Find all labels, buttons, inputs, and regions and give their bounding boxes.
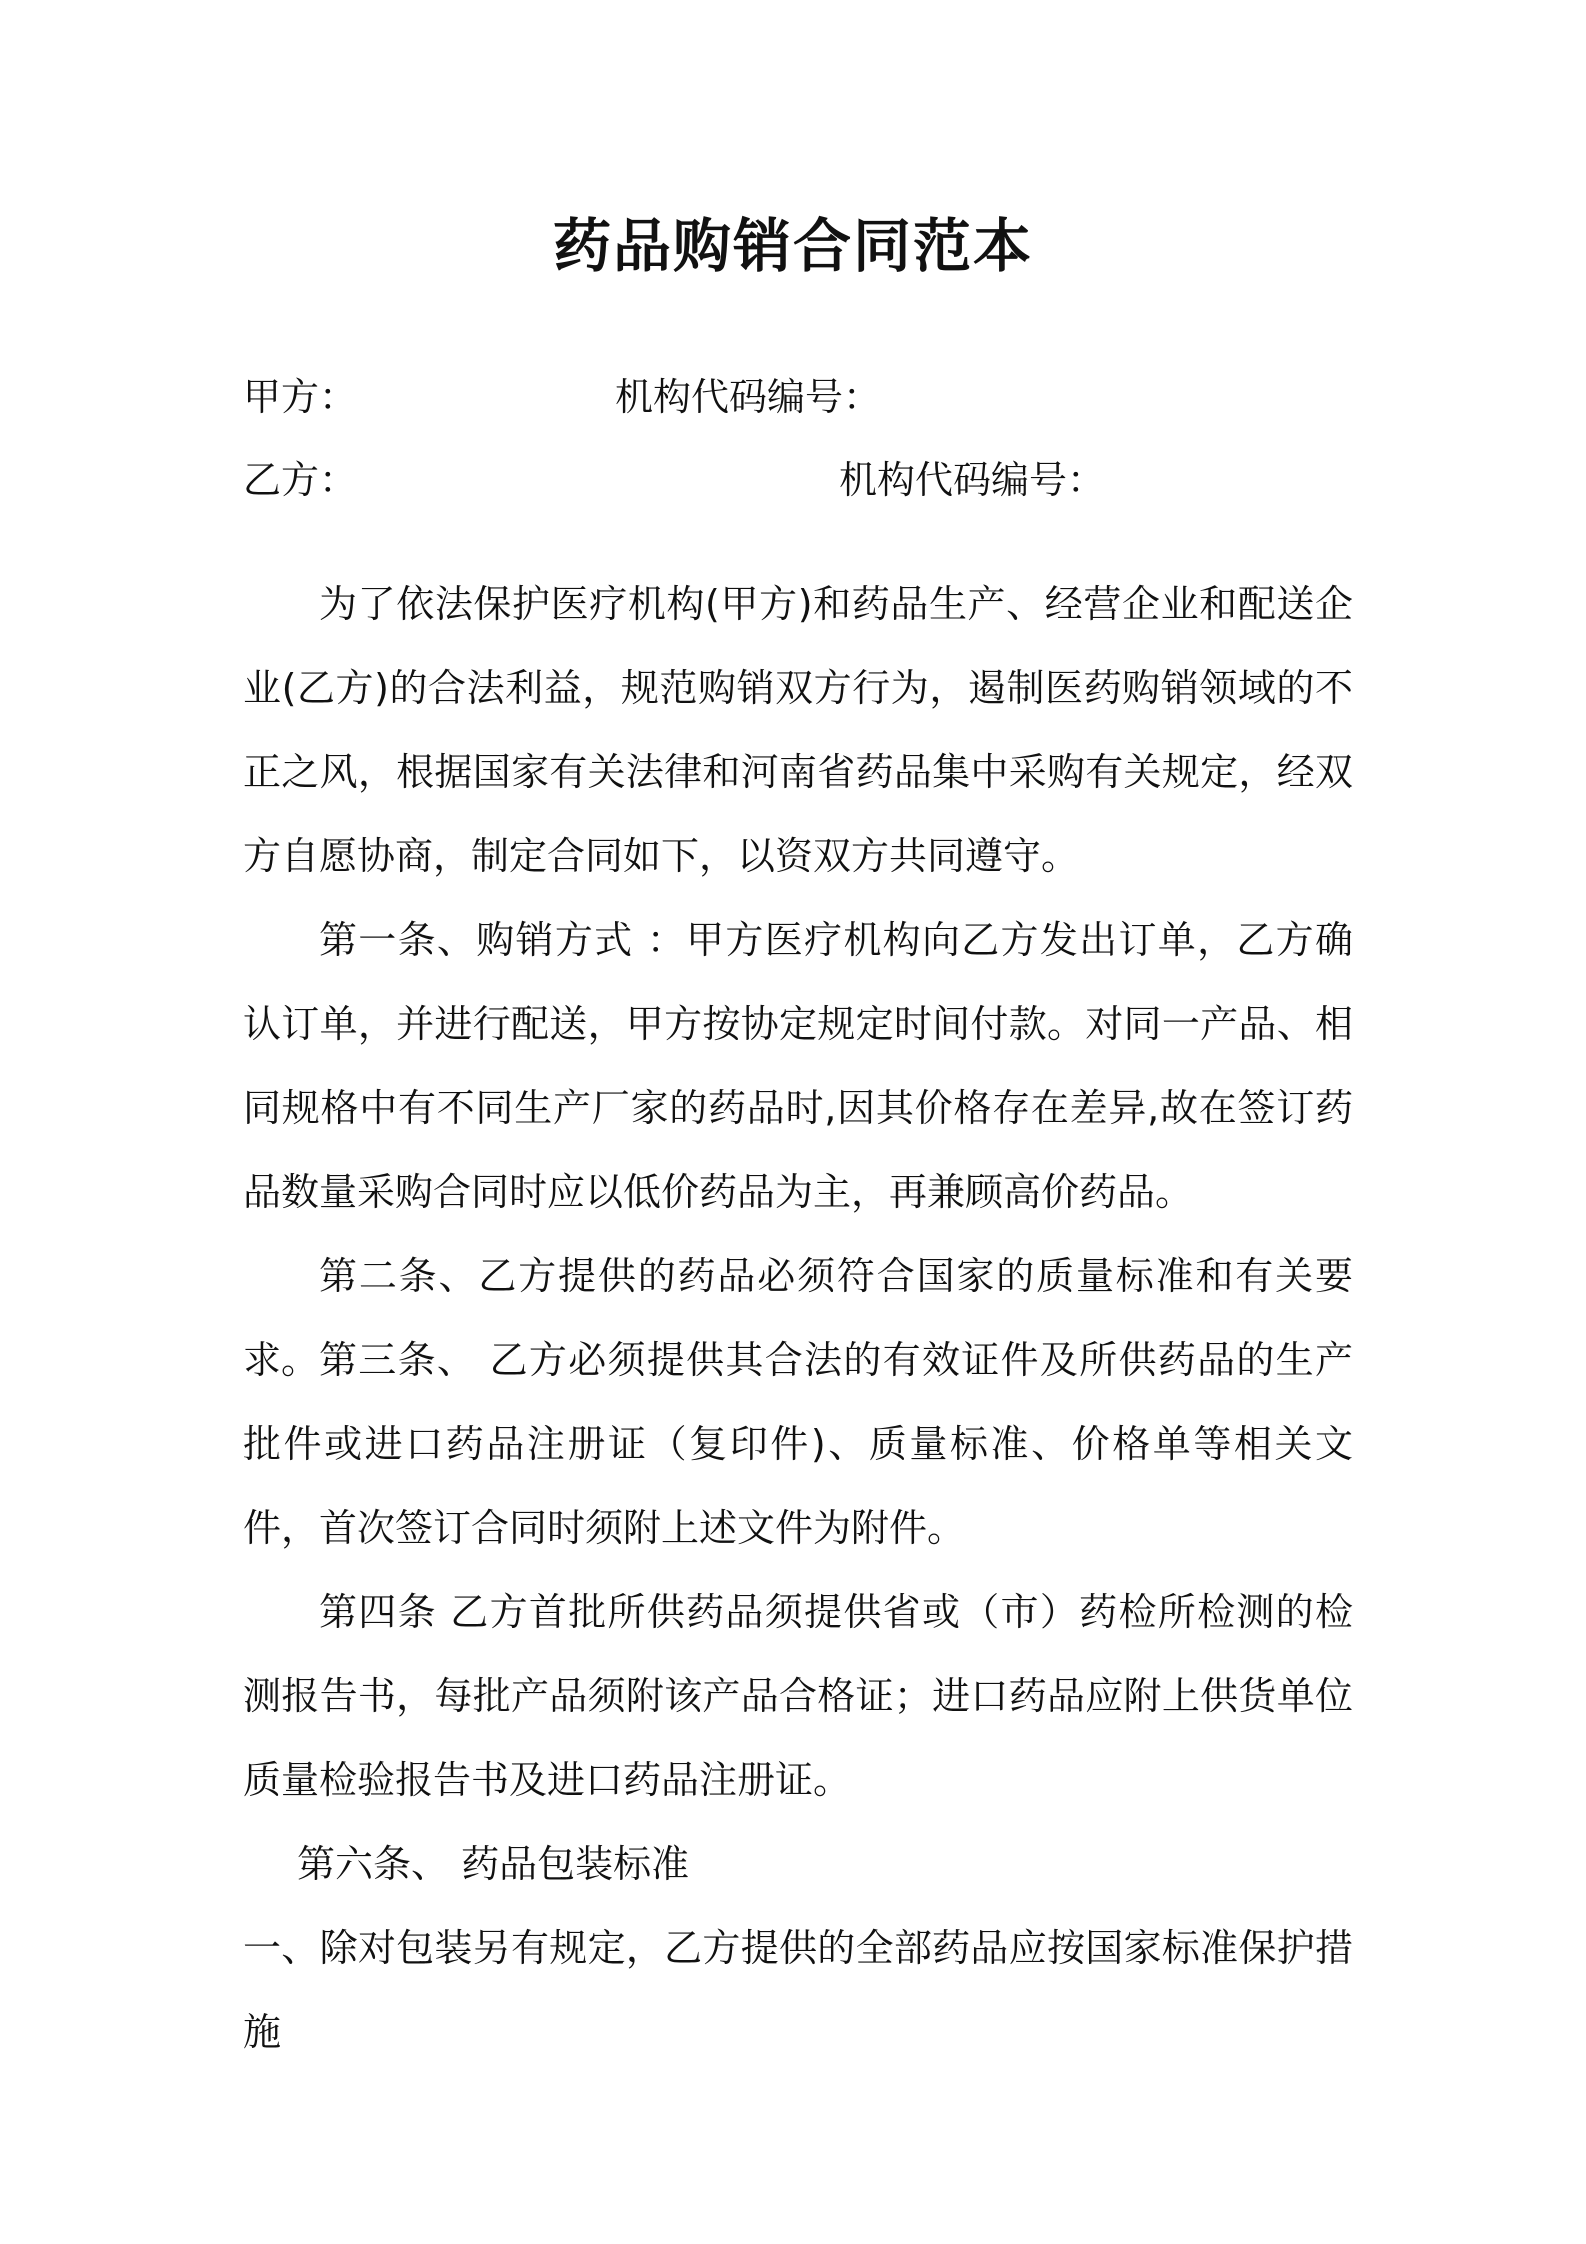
paragraph-article-6-item-1: 一、除对包装另有规定，乙方提供的全部药品应按国家标准保护措施 <box>243 1926 1353 2054</box>
party-b-code-label: 机构代码编号： <box>839 458 1106 502</box>
paragraph-article-4: 第四条 乙方首批所供药品须提供省或（市）药检所检测的检测报告书，每批产品须附该产品合格证；进口药品应附上供货单位质量检验报告书及进口药品注册证。 <box>243 1590 1353 1802</box>
party-b-label: 乙方： <box>243 458 358 502</box>
party-a-label: 甲方： <box>243 375 358 419</box>
paragraph-article-2: 第二条、乙方提供的药品必须符合国家的质量标准和有关要求。 <box>243 1254 1353 1382</box>
paragraph-article-3: 第三条、 乙方必须提供其合法的有效证件及所供药品的生产批件或进口药品注册证（复印件)、质量标准、价格单等相关文件，首次签订合同时须附上述文件为附件。 <box>243 1338 1353 1550</box>
document-title: 药品购销合同范本 <box>552 212 1033 280</box>
paragraph-article-6-heading: 第六条、 药品包装标准 <box>297 1842 690 1886</box>
paragraph-preamble: 为了依法保护医疗机构(甲方)和药品生产、经营企业和配送企业(乙方)的合法利益，规范购销双方行为，遏制医药购销领域的不正之风，根据国家有关法律和河南省药品集中采购有关规定，经双方自愿协商，制定合同如下，以资双方共同遵守。 <box>243 582 1353 878</box>
paragraph-article-1: 第一条、购销方式 ：甲方医疗机构向乙方发出订单，乙方确认订单，并进行配送，甲方按协定规定时间付款。对同一产品、相同规格中有不同生产厂家的药品时,因其价格存在差异,故在签订药品数量采购合同时应以低价药品为主，再兼顾高价药品。 <box>243 918 1353 1214</box>
party-a-code-label: 机构代码编号： <box>615 375 882 419</box>
